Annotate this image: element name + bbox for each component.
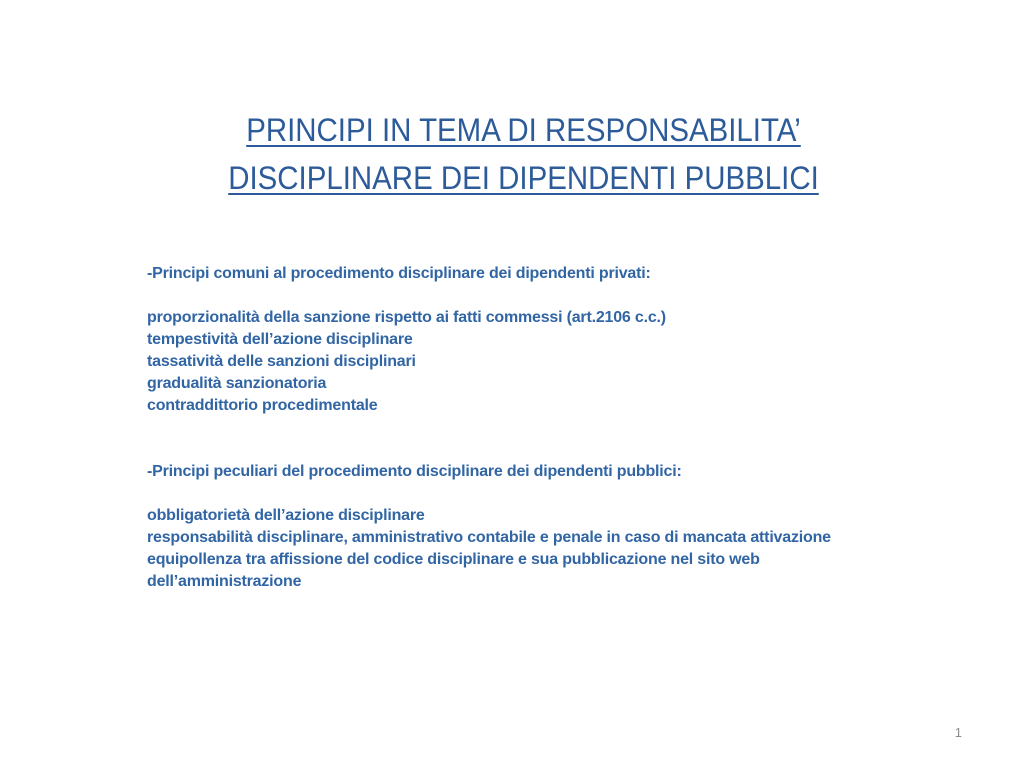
list-item: equipollenza tra affissione del codice disciplinare e sua pubblicazione nel sito web dell’amministrazione bbox=[147, 551, 760, 590]
slide-title bbox=[42, 106, 1005, 202]
list-item: responsabilità disciplinare, amministrativo contabile e penale in caso di mancata attivazione bbox=[147, 529, 831, 546]
list-item: tassatività delle sanzioni disciplinari bbox=[147, 353, 416, 370]
section-public-heading: -Principi peculiari del procedimento disciplinare dei dipendenti pubblici: bbox=[147, 463, 682, 480]
list-item: proporzionalità della sanzione rispetto ai fatti commessi (art.2106 c.c.) bbox=[147, 309, 666, 326]
title-line-1: PRINCIPI IN TEMA DI RESPONSABILITA’ bbox=[246, 112, 801, 148]
section-private-heading: -Principi comuni al procedimento disciplinare dei dipendenti privati: bbox=[147, 265, 651, 282]
list-item: obbligatorietà dell’azione disciplinare bbox=[147, 507, 425, 524]
page-number: 1 bbox=[954, 725, 962, 740]
list-item: gradualità sanzionatoria bbox=[147, 375, 327, 392]
list-item: tempestività dell’azione disciplinare bbox=[147, 331, 413, 348]
list-item: contraddittorio procedimentale bbox=[147, 397, 378, 414]
slide-body bbox=[147, 263, 867, 593]
title-line-2: DISCIPLINARE DEI DIPENDENTI PUBBLICI bbox=[228, 160, 819, 196]
